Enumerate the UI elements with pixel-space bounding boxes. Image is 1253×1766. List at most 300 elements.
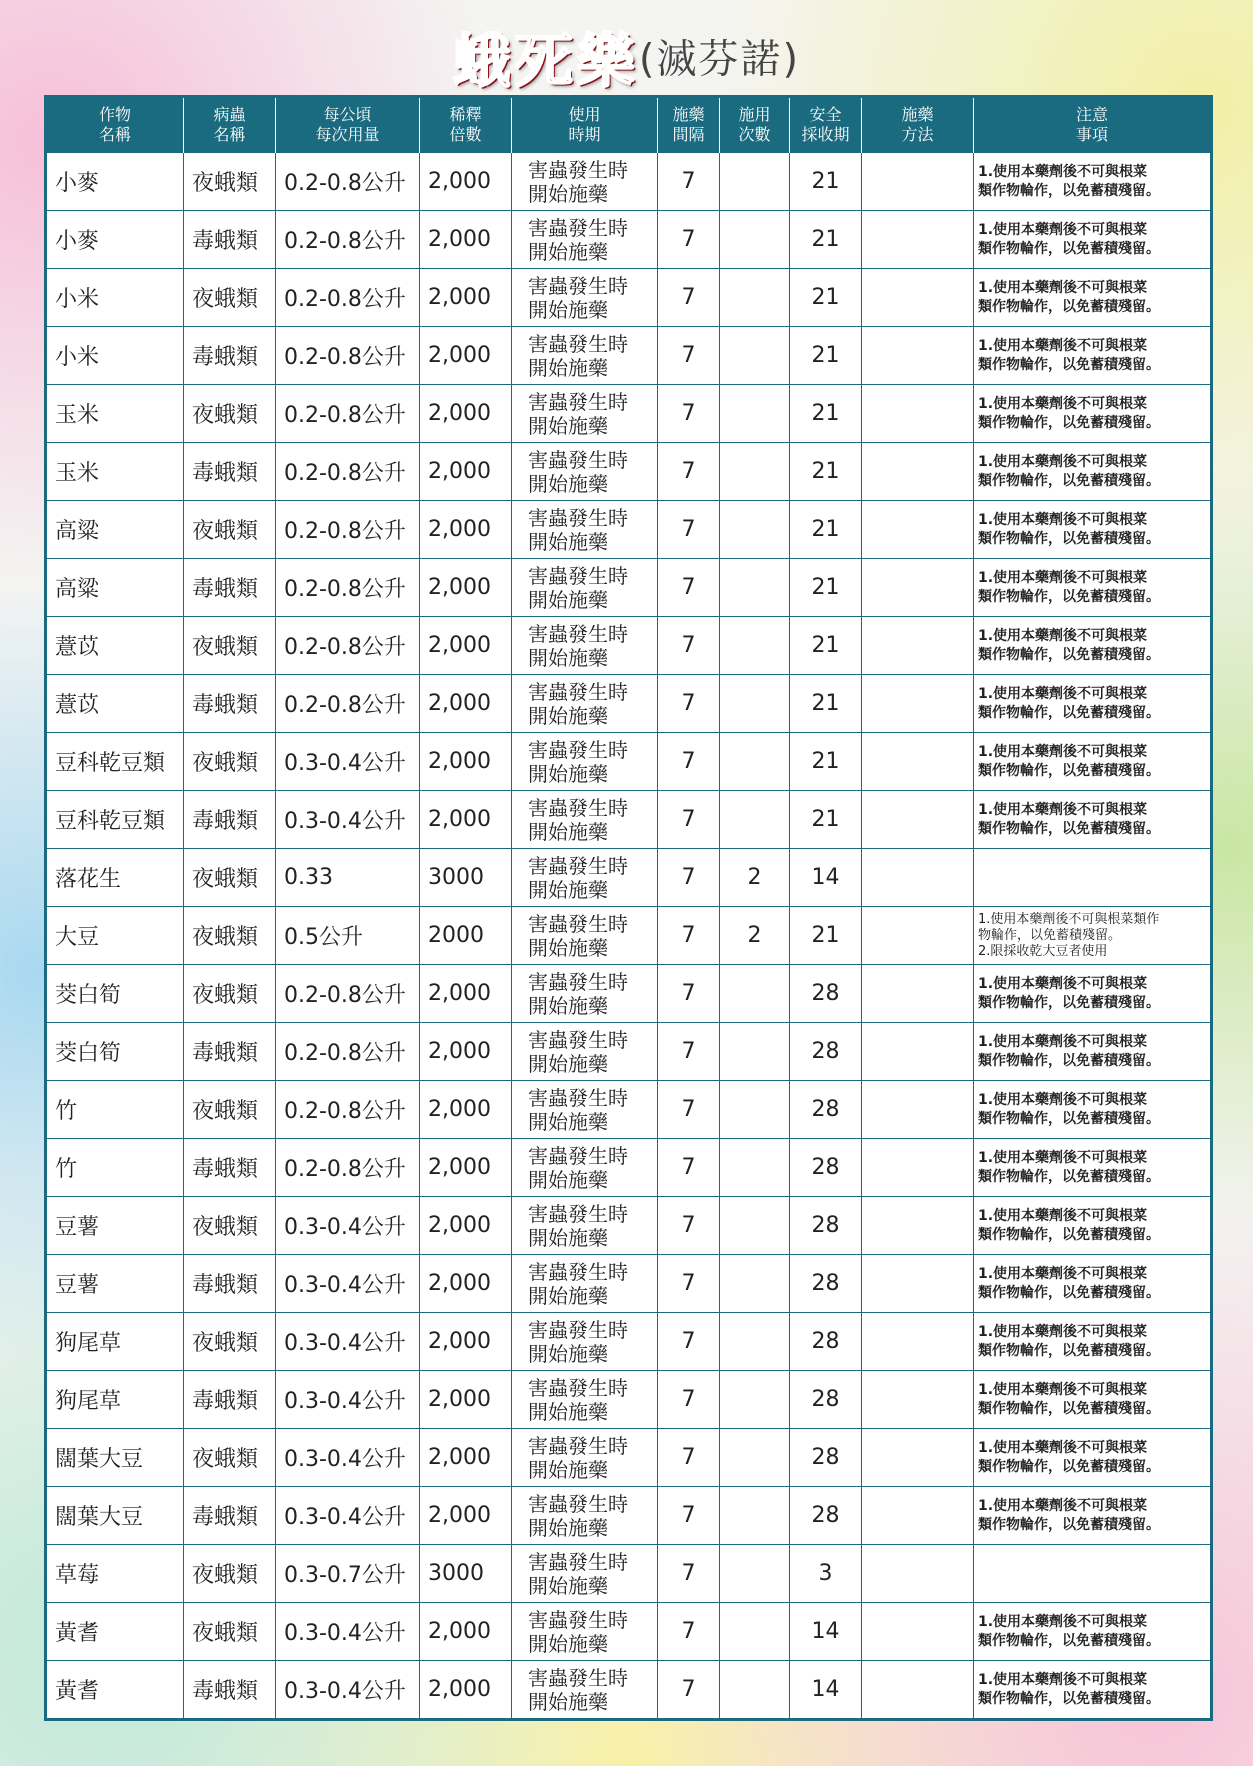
timing-line: 害蟲發生時	[528, 737, 628, 762]
cell-dilution: 2,000	[420, 443, 512, 501]
cell-method	[862, 1487, 974, 1545]
cell-interval: 7	[658, 1661, 720, 1720]
notes-line: 類作物輪作，以免蓄積殘留。	[978, 1516, 1160, 1533]
table-row	[46, 1603, 1212, 1661]
cell-pest: 毒蛾類	[184, 443, 276, 501]
product-name: 蛾死樂	[452, 27, 639, 95]
timing-line: 開始施藥	[528, 1631, 608, 1656]
notes-line: 1.使用本藥劑後不可與根菜	[978, 685, 1148, 702]
timing-line: 開始施藥	[528, 1167, 608, 1192]
column-header-line: 使用	[568, 105, 601, 124]
table-row	[46, 501, 1212, 559]
cell-notes	[974, 849, 1212, 907]
notes-line: 1.使用本藥劑後不可與根菜	[978, 743, 1148, 760]
cell-crop: 闊葉大豆	[46, 1487, 184, 1545]
cell-interval: 7	[658, 1023, 720, 1081]
cell-times	[720, 385, 790, 443]
cell-timing	[512, 327, 658, 385]
notes-line: 類作物輪作，以免蓄積殘留。	[978, 1690, 1160, 1707]
table-row	[46, 733, 1212, 791]
timing-line: 害蟲發生時	[528, 1433, 628, 1458]
cell-notes	[974, 269, 1212, 327]
cell-method	[862, 1139, 974, 1197]
cell-times	[720, 1603, 790, 1661]
timing-line: 開始施藥	[528, 1109, 608, 1134]
cell-interval: 7	[658, 1487, 720, 1545]
cell-pest: 夜蛾類	[184, 385, 276, 443]
timing-line: 害蟲發生時	[528, 1607, 628, 1632]
cell-dose: 0.3-0.4公升	[276, 1661, 420, 1720]
cell-dilution: 2,000	[420, 1313, 512, 1371]
notes-line: 1.使用本藥劑後不可與根菜	[978, 163, 1148, 180]
notes-line: 類作物輪作，以免蓄積殘留。	[978, 472, 1160, 489]
table-row	[46, 1023, 1212, 1081]
cell-timing	[512, 269, 658, 327]
table-row	[46, 1255, 1212, 1313]
cell-dilution: 2,000	[420, 1255, 512, 1313]
notes-line: 1.使用本藥劑後不可與根菜	[978, 569, 1148, 586]
cell-interval: 7	[658, 153, 720, 211]
table-row	[46, 1429, 1212, 1487]
cell-dose: 0.3-0.4公升	[276, 1603, 420, 1661]
cell-dose: 0.2-0.8公升	[276, 501, 420, 559]
cell-dilution: 2,000	[420, 1023, 512, 1081]
cell-method	[862, 849, 974, 907]
timing-line: 害蟲發生時	[528, 447, 628, 472]
cell-notes	[974, 153, 1212, 211]
timing-line: 害蟲發生時	[528, 215, 628, 240]
cell-timing	[512, 965, 658, 1023]
timing-line: 開始施藥	[528, 471, 608, 496]
cell-crop: 薏苡	[46, 617, 184, 675]
cell-pest: 夜蛾類	[184, 849, 276, 907]
timing-line: 開始施藥	[528, 1225, 608, 1250]
column-header-harvest	[790, 97, 862, 153]
cell-crop: 茭白筍	[46, 1023, 184, 1081]
cell-harvest: 21	[790, 733, 862, 791]
cell-dilution: 2,000	[420, 1603, 512, 1661]
table-header-row	[46, 97, 1212, 153]
cell-interval: 7	[658, 211, 720, 269]
column-header-line: 次數	[738, 125, 771, 144]
cell-timing	[512, 791, 658, 849]
cell-dilution: 2,000	[420, 327, 512, 385]
cell-timing	[512, 1255, 658, 1313]
cell-notes	[974, 1313, 1212, 1371]
cell-crop: 玉米	[46, 385, 184, 443]
notes-line: 1.使用本藥劑後不可與根菜	[978, 1265, 1148, 1282]
cell-interval: 7	[658, 1139, 720, 1197]
column-header-times	[720, 97, 790, 153]
notes-line: 類作物輪作，以免蓄積殘留。	[978, 704, 1160, 721]
timing-line: 開始施藥	[528, 355, 608, 380]
cell-times	[720, 443, 790, 501]
notes-line: 1.使用本藥劑後不可與根菜	[978, 279, 1148, 296]
cell-times	[720, 1661, 790, 1720]
cell-dose: 0.3-0.4公升	[276, 1255, 420, 1313]
notes-line: 1.使用本藥劑後不可與根菜	[978, 1207, 1148, 1224]
notes-line: 1.使用本藥劑後不可與根菜	[978, 1033, 1148, 1050]
cell-method	[862, 1545, 974, 1603]
timing-line: 開始施藥	[528, 413, 608, 438]
cell-crop: 豆薯	[46, 1197, 184, 1255]
cell-method	[862, 443, 974, 501]
cell-pest: 毒蛾類	[184, 1255, 276, 1313]
timing-line: 開始施藥	[528, 877, 608, 902]
cell-harvest: 28	[790, 1255, 862, 1313]
cell-dilution: 2,000	[420, 791, 512, 849]
cell-harvest: 21	[790, 385, 862, 443]
timing-line: 開始施藥	[528, 1457, 608, 1482]
cell-dose: 0.3-0.4公升	[276, 1371, 420, 1429]
cell-notes	[974, 1023, 1212, 1081]
table-row	[46, 1487, 1212, 1545]
cell-pest: 毒蛾類	[184, 675, 276, 733]
notes-line: 1.使用本藥劑後不可與根菜	[978, 221, 1148, 238]
cell-interval: 7	[658, 791, 720, 849]
table-row	[46, 617, 1212, 675]
column-header-pest	[184, 97, 276, 153]
cell-crop: 小麥	[46, 153, 184, 211]
notes-line: 1.使用本藥劑後不可與根菜	[978, 801, 1148, 818]
column-header-line: 施用	[738, 105, 771, 124]
timing-line: 開始施藥	[528, 935, 608, 960]
cell-crop: 黃耆	[46, 1661, 184, 1720]
cell-crop: 高粱	[46, 501, 184, 559]
cell-times	[720, 153, 790, 211]
notes-line: 1.使用本藥劑後不可與根菜	[978, 395, 1148, 412]
cell-dose: 0.2-0.8公升	[276, 617, 420, 675]
cell-crop: 小米	[46, 269, 184, 327]
cell-harvest: 21	[790, 211, 862, 269]
notes-line: 1.使用本藥劑後不可與根菜	[978, 975, 1148, 992]
cell-dilution: 2,000	[420, 1197, 512, 1255]
cell-dilution: 2,000	[420, 1661, 512, 1720]
cell-timing	[512, 1429, 658, 1487]
cell-timing	[512, 1023, 658, 1081]
cell-pest: 毒蛾類	[184, 559, 276, 617]
notes-line: 類作物輪作，以免蓄積殘留。	[978, 530, 1160, 547]
timing-line: 害蟲發生時	[528, 795, 628, 820]
cell-dilution: 2000	[420, 907, 512, 965]
cell-dilution: 2,000	[420, 1429, 512, 1487]
table-row	[46, 1081, 1212, 1139]
table-row	[46, 1197, 1212, 1255]
timing-line: 開始施藥	[528, 819, 608, 844]
timing-line: 害蟲發生時	[528, 621, 628, 646]
cell-pest: 毒蛾類	[184, 1371, 276, 1429]
cell-notes	[974, 675, 1212, 733]
table-row	[46, 327, 1212, 385]
cell-times	[720, 675, 790, 733]
timing-line: 開始施藥	[528, 1689, 608, 1714]
cell-times	[720, 791, 790, 849]
timing-line: 開始施藥	[528, 1515, 608, 1540]
cell-harvest: 14	[790, 1661, 862, 1720]
cell-notes	[974, 501, 1212, 559]
notes-line: 類作物輪作，以免蓄積殘留。	[978, 1342, 1160, 1359]
cell-interval: 7	[658, 327, 720, 385]
column-header-line: 安全	[809, 105, 842, 124]
table-row	[46, 559, 1212, 617]
notes-line: 類作物輪作，以免蓄積殘留。	[978, 1110, 1160, 1127]
column-header-line: 採收期	[801, 125, 850, 144]
cell-pest: 夜蛾類	[184, 1429, 276, 1487]
cell-crop: 豆薯	[46, 1255, 184, 1313]
cell-crop: 落花生	[46, 849, 184, 907]
cell-method	[862, 1661, 974, 1720]
cell-times	[720, 1429, 790, 1487]
timing-line: 開始施藥	[528, 993, 608, 1018]
cell-notes	[974, 965, 1212, 1023]
timing-line: 害蟲發生時	[528, 1143, 628, 1168]
cell-harvest: 21	[790, 443, 862, 501]
cell-dose: 0.2-0.8公升	[276, 269, 420, 327]
cell-pest: 夜蛾類	[184, 269, 276, 327]
notes-line: 類作物輪作，以免蓄積殘留。	[978, 646, 1160, 663]
cell-dose: 0.2-0.8公升	[276, 1081, 420, 1139]
notes-line: 類作物輪作，以免蓄積殘留。	[978, 1226, 1160, 1243]
table-row	[46, 153, 1212, 211]
notes-line: 1.使用本藥劑後不可與根菜	[978, 453, 1148, 470]
cell-notes	[974, 327, 1212, 385]
cell-notes	[974, 211, 1212, 269]
cell-dose: 0.33	[276, 849, 420, 907]
cell-harvest: 21	[790, 269, 862, 327]
cell-dose: 0.3-0.4公升	[276, 1487, 420, 1545]
cell-dilution: 2,000	[420, 1139, 512, 1197]
cell-pest: 夜蛾類	[184, 1545, 276, 1603]
cell-pest: 夜蛾類	[184, 1603, 276, 1661]
cell-crop: 玉米	[46, 443, 184, 501]
notes-line: 1.使用本藥劑後不可與根菜	[978, 1381, 1148, 1398]
cell-method	[862, 1255, 974, 1313]
notes-line: 1.使用本藥劑後不可與根菜	[978, 1439, 1148, 1456]
notes-line: 2.限採收乾大豆者使用	[978, 943, 1108, 959]
cell-timing	[512, 1081, 658, 1139]
usage-table	[44, 95, 1213, 1721]
cell-dose: 0.3-0.4公升	[276, 1429, 420, 1487]
column-header-line: 名稱	[98, 125, 131, 144]
timing-line: 開始施藥	[528, 1283, 608, 1308]
timing-line: 開始施藥	[528, 1573, 608, 1598]
cell-timing	[512, 1487, 658, 1545]
cell-dose: 0.2-0.8公升	[276, 1023, 420, 1081]
notes-line: 1.使用本藥劑後不可與根菜	[978, 1613, 1148, 1630]
cell-crop: 闊葉大豆	[46, 1429, 184, 1487]
cell-harvest: 14	[790, 849, 862, 907]
cell-crop: 小麥	[46, 211, 184, 269]
cell-interval: 7	[658, 1197, 720, 1255]
cell-crop: 大豆	[46, 907, 184, 965]
column-header-line: 施藥	[672, 105, 705, 124]
cell-crop: 小米	[46, 327, 184, 385]
cell-pest: 毒蛾類	[184, 327, 276, 385]
cell-dose: 0.2-0.8公升	[276, 559, 420, 617]
timing-line: 害蟲發生時	[528, 157, 628, 182]
table-row	[46, 849, 1212, 907]
cell-dose: 0.2-0.8公升	[276, 1139, 420, 1197]
cell-notes	[974, 1197, 1212, 1255]
cell-times	[720, 1139, 790, 1197]
cell-pest: 毒蛾類	[184, 1139, 276, 1197]
timing-line: 害蟲發生時	[528, 1085, 628, 1110]
cell-harvest: 28	[790, 965, 862, 1023]
cell-times	[720, 559, 790, 617]
timing-line: 開始施藥	[528, 1341, 608, 1366]
cell-harvest: 21	[790, 675, 862, 733]
cell-pest: 毒蛾類	[184, 1661, 276, 1720]
cell-pest: 夜蛾類	[184, 617, 276, 675]
cell-method	[862, 733, 974, 791]
table-row	[46, 211, 1212, 269]
cell-dose: 0.3-0.7公升	[276, 1545, 420, 1603]
timing-line: 開始施藥	[528, 1051, 608, 1076]
cell-timing	[512, 675, 658, 733]
column-header-line: 每次用量	[315, 125, 380, 144]
timing-line: 開始施藥	[528, 761, 608, 786]
column-header-crop	[46, 97, 184, 153]
page-title	[0, 14, 1253, 94]
notes-line: 類作物輪作，以免蓄積殘留。	[978, 1400, 1160, 1417]
cell-pest: 夜蛾類	[184, 1081, 276, 1139]
notes-line: 類作物輪作，以免蓄積殘留。	[978, 588, 1160, 605]
table-row	[46, 1371, 1212, 1429]
cell-harvest: 21	[790, 559, 862, 617]
cell-times	[720, 211, 790, 269]
cell-interval: 7	[658, 617, 720, 675]
cell-method	[862, 153, 974, 211]
notes-line: 類作物輪作，以免蓄積殘留。	[978, 414, 1160, 431]
cell-method	[862, 1313, 974, 1371]
timing-line: 害蟲發生時	[528, 853, 628, 878]
timing-line: 害蟲發生時	[528, 505, 628, 530]
cell-method	[862, 791, 974, 849]
cell-times	[720, 1023, 790, 1081]
cell-interval: 7	[658, 849, 720, 907]
cell-times	[720, 327, 790, 385]
cell-dose: 0.5公升	[276, 907, 420, 965]
timing-line: 害蟲發生時	[528, 1549, 628, 1574]
table-row	[46, 1139, 1212, 1197]
cell-notes	[974, 1139, 1212, 1197]
cell-timing	[512, 907, 658, 965]
cell-times	[720, 1487, 790, 1545]
table-row	[46, 269, 1212, 327]
active-ingredient: (滅芬諾)	[638, 36, 801, 83]
cell-timing	[512, 733, 658, 791]
cell-dose: 0.2-0.8公升	[276, 385, 420, 443]
cell-crop: 竹	[46, 1139, 184, 1197]
cell-dose: 0.2-0.8公升	[276, 211, 420, 269]
cell-pest: 毒蛾類	[184, 791, 276, 849]
cell-notes	[974, 443, 1212, 501]
cell-harvest: 21	[790, 791, 862, 849]
cell-interval: 7	[658, 443, 720, 501]
cell-method	[862, 1429, 974, 1487]
table-row	[46, 385, 1212, 443]
cell-harvest: 21	[790, 617, 862, 675]
cell-dilution: 2,000	[420, 211, 512, 269]
column-header-timing	[512, 97, 658, 153]
cell-harvest: 21	[790, 153, 862, 211]
notes-line: 1.使用本藥劑後不可與根菜	[978, 1091, 1148, 1108]
cell-interval: 7	[658, 1255, 720, 1313]
timing-line: 開始施藥	[528, 239, 608, 264]
timing-line: 開始施藥	[528, 703, 608, 728]
column-header-dilution	[420, 97, 512, 153]
cell-notes	[974, 791, 1212, 849]
cell-crop: 茭白筍	[46, 965, 184, 1023]
cell-times	[720, 1545, 790, 1603]
cell-dose: 0.2-0.8公升	[276, 443, 420, 501]
timing-line: 害蟲發生時	[528, 1665, 628, 1690]
cell-method	[862, 269, 974, 327]
cell-harvest: 28	[790, 1081, 862, 1139]
cell-times	[720, 501, 790, 559]
cell-timing	[512, 443, 658, 501]
cell-dilution: 2,000	[420, 269, 512, 327]
cell-notes	[974, 617, 1212, 675]
column-header-line: 間隔	[672, 125, 705, 144]
cell-method	[862, 965, 974, 1023]
cell-times	[720, 269, 790, 327]
cell-method	[862, 1023, 974, 1081]
notes-line: 1.使用本藥劑後不可與根菜類作	[978, 911, 1160, 927]
column-header-interval	[658, 97, 720, 153]
cell-dose: 0.3-0.4公升	[276, 791, 420, 849]
notes-line: 1.使用本藥劑後不可與根菜	[978, 1497, 1148, 1514]
timing-line: 開始施藥	[528, 181, 608, 206]
cell-times: 2	[720, 849, 790, 907]
cell-harvest: 21	[790, 501, 862, 559]
notes-line: 1.使用本藥劑後不可與根菜	[978, 337, 1148, 354]
column-header-line: 作物	[98, 105, 131, 124]
cell-crop: 竹	[46, 1081, 184, 1139]
cell-harvest: 28	[790, 1313, 862, 1371]
table-row	[46, 1661, 1212, 1720]
cell-harvest: 28	[790, 1487, 862, 1545]
cell-dose: 0.3-0.4公升	[276, 1197, 420, 1255]
timing-line: 害蟲發生時	[528, 563, 628, 588]
cell-dose: 0.2-0.8公升	[276, 965, 420, 1023]
cell-dose: 0.2-0.8公升	[276, 153, 420, 211]
cell-method	[862, 1371, 974, 1429]
cell-method	[862, 1603, 974, 1661]
cell-method	[862, 907, 974, 965]
cell-times	[720, 1313, 790, 1371]
column-header-line: 倍數	[449, 125, 482, 144]
cell-dose: 0.3-0.4公升	[276, 733, 420, 791]
cell-pest: 夜蛾類	[184, 907, 276, 965]
cell-interval: 7	[658, 1371, 720, 1429]
cell-dose: 0.3-0.4公升	[276, 1313, 420, 1371]
cell-pest: 毒蛾類	[184, 211, 276, 269]
timing-line: 開始施藥	[528, 645, 608, 670]
cell-pest: 夜蛾類	[184, 501, 276, 559]
cell-dilution: 2,000	[420, 1371, 512, 1429]
cell-notes	[974, 1429, 1212, 1487]
column-header-dose	[276, 97, 420, 153]
cell-method	[862, 1081, 974, 1139]
cell-pest: 夜蛾類	[184, 153, 276, 211]
cell-harvest: 21	[790, 327, 862, 385]
column-header-notes	[974, 97, 1212, 153]
timing-line: 害蟲發生時	[528, 911, 628, 936]
column-header-line: 事項	[1075, 125, 1108, 144]
cell-method	[862, 385, 974, 443]
cell-interval: 7	[658, 269, 720, 327]
